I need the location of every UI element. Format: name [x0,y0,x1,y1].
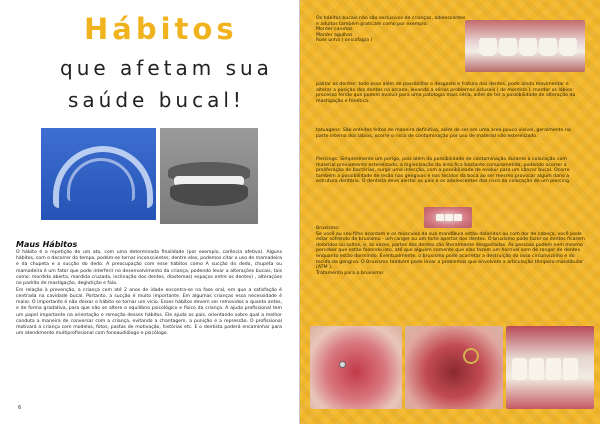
intro-line: Os hábitos bucais não são exclusivos de crianças, adolescentes e adultos também praticam como por exemplo: [316,16,466,27]
lip-ring-photo [405,326,503,409]
tooth [512,358,527,380]
right-page [300,0,600,424]
paragraph-palitar: palitar os dentes: todo esse além de possibilitar o desgaste e fratura dos dentes, pode ainda movimentar e alterar a posição dos dentes na arcada, levando a sérios problemas oclusais ( de mordida ). morder os lábios: processo ferido que podem evoluir para uma patologia mais séria, além de ter a possibilidade de alteração da mastigação e fonética. [316,82,576,104]
section-title: Maus Hábitos [16,240,78,249]
tooth [454,214,462,221]
teeth-closeup-photo [506,326,594,409]
bruxismo-section [316,226,590,276]
title-line-2: que afetam sua [60,56,273,80]
intro-line: Morder canetas [316,27,353,33]
tooth [436,214,444,221]
tooth [445,214,453,221]
intro-line: Morder agulhas [316,32,353,38]
paragraph-tatuagens: tatuagens: São enfeites feitos de maneira definitiva, além de ser em uma área pouco visível, geralmente na parte interna dos lábios, ocorre o risco de contaminação por uso de material não esterelizado. [316,128,571,139]
tooth [479,38,497,56]
bruxismo-text: Se você ou seu filho acordam e os músculos da sua mandíbula estão doloridos ou com dor de cabeça, você pode estar sofrendo de bruxismo - um ranger ou um forte apertar dos dentes. O bruxismo pode fazer os dentes ficarem doloridos ou soltos, e, às vezes, partes dos dentes são literalmente desgastadas. As pessoas podem nem mesmo perceber que estão fazendo isto, até que alguém comente que elas fazem um horrível som de ranger de dentes enquanto estão dormindo. Eventualmente, o bruxismo pode acarretar a destruição do osso circunvizinho e do tecido da gengiva. O Bruxismo também pode levar a problemas que envolvem a articulação têmporo-mandibular (ATM ). [316,231,585,271]
tooth [546,358,561,380]
page-number: 6 [18,405,22,411]
tooth [539,38,557,56]
tooth [529,358,544,380]
piercing-ring [463,348,479,364]
tooth [519,38,537,56]
title-line-3: saúde bucal! [68,88,245,112]
paragraph: O hábito é a repetição de um ato, com uma determinada finalidade (por exemplo, carência afetiva). Alguns hábitos, com o decorrer do tempo, podem-se tornar inconscientes; dentre eles, podemos citar o uso de mamadeira e da chupeta e a sucção do dedo. A preocupação com esse hábitos como A sucção do dedo, chupeta ou mamadeira é um fator que pode interferir no desenvolvimento da criança, podendo levar a alterações bucais, tais como: mordida aberta, mordida cruzada, inclinação dos dentes, diastemas( espaços entre os dentes) , alterações no padrão de mastigação, deglutição e fala. [16,250,282,287]
pierced-lip-photo [310,326,402,409]
aligner-photo [41,128,156,220]
teeth-photo [465,20,585,72]
intro-line: Roer unha ( onicofagia ) [316,38,373,44]
tooth [499,38,517,56]
bruxismo-title: Bruxismo: [316,226,340,231]
paragraph-piercings: Piercings: Simplesmente um perigo, pois além da possibilidade de contaminação durante a colocação com material previamente esterelizado, a higienização da área fica bastante comprometida, podendo ocorrer a proliferação de bactérias, surgir uma infecção, com a possibilidade de evoluir para um câncer bucal. Ocorre também a possibilidade de lesão nas gengivas e nos tecidos da boca ao ser mesmo provocar algum dano a estrutura dentária. O dentista deve alertar os pais e os adolescentes dos risco da colocação de um piercing. [316,157,571,185]
title-line-1: Hábitos [84,12,238,46]
tooth [563,358,578,380]
lips-photo [160,128,258,224]
left-body-text [16,250,282,338]
bruxismo-treatment: Tratamento para o bruxismo: [316,270,385,276]
paragraph: Em relação à prevenção, a criança com até 2 anos de idade encontra-se na fase oral, em que a satisfação é centrada na cavidade bucal. Portanto, a sucção é muito importante. Em algumas crianças essa necessidade é maior. O importante é não deixar o hábito se tornar um vício. Esses hábitos devem ser removidos o quanto antes, e de forma gradativa, para que não se altere o equilíbrio psicológico e físico da criança. A ajuda profissional tem um papel importante na orientação e remoção desses hábitos. Ele ajuda os pais, orientando sobre qual a melhor conduta a maneira de conversar com a criança, evitando a chantagem, a punição e a repressão. O profissional motivará a criança com modelos, fotos, pastas de motivação, histórias etc. E o dentista poderá encaminhar para um atendimento multiprofissional com fonoaudiólogo e psicólogo. [16,287,282,337]
small-mouth-photo [424,207,472,228]
tooth [559,38,577,56]
intro-text [316,16,466,44]
lower-lip [170,184,248,206]
piercing-stud [340,362,345,367]
